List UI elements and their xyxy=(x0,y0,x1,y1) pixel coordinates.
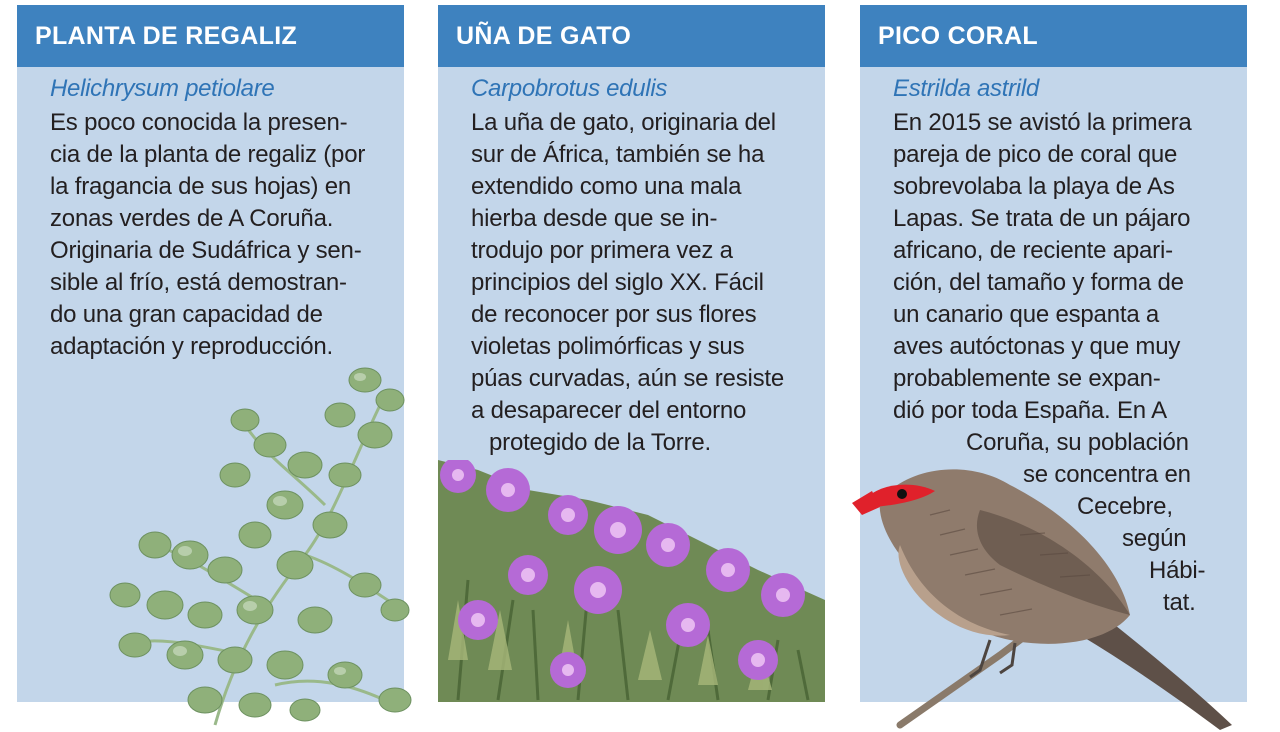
text-line: do una gran capacidad de xyxy=(50,301,323,328)
scientific-name: Carpobrotus edulis xyxy=(471,75,668,102)
text-line: cia de la planta de regaliz (por xyxy=(50,141,366,168)
text-line: sur de África, también se ha xyxy=(471,141,765,168)
card-title: UÑA DE GATO xyxy=(438,5,825,67)
text-line: según xyxy=(1122,525,1187,552)
text-line: dió por toda España. En A xyxy=(893,397,1167,424)
text-line: Cecebre, xyxy=(1077,493,1173,520)
text-line: La uña de gato, originaria del xyxy=(471,109,776,136)
text-line: probablemente se expan- xyxy=(893,365,1161,392)
scientific-name: Estrilda astrild xyxy=(893,75,1039,102)
text-line: Lapas. Se trata de un pájaro xyxy=(893,205,1191,232)
text-line: aves autóctonas y que muy xyxy=(893,333,1181,360)
text-line: trodujo por primera vez a xyxy=(471,237,733,264)
text-line: protegido de la Torre. xyxy=(489,429,711,456)
text-line: Hábi- xyxy=(1149,557,1206,584)
text-line: Originaria de Sudáfrica y sen- xyxy=(50,237,362,264)
text-line: africano, de reciente apari- xyxy=(893,237,1173,264)
waxbill-bird-illustration xyxy=(840,455,1240,732)
text-line: hierba desde que se in- xyxy=(471,205,718,232)
card-title: PLANTA DE REGALIZ xyxy=(17,5,404,67)
text-line: tat. xyxy=(1163,589,1196,616)
card-body xyxy=(471,107,784,459)
text-line: de reconocer por sus flores xyxy=(471,301,757,328)
text-line: En 2015 se avistó la primera xyxy=(893,109,1192,136)
text-line: extendido como una mala xyxy=(471,173,742,200)
text-line: violetas polimórficas y sus xyxy=(471,333,745,360)
carpobrotus-flowers-illustration xyxy=(438,460,825,702)
text-line: a desaparecer del entorno xyxy=(471,397,747,424)
scientific-name: Helichrysum petiolare xyxy=(50,75,275,102)
text-line: púas curvadas, aún se resiste xyxy=(471,365,785,392)
text-line: principios del siglo XX. Fácil xyxy=(471,269,764,296)
text-line: se concentra en xyxy=(1023,461,1191,488)
text-line: sobrevolaba la playa de As xyxy=(893,173,1175,200)
text-line: un canario que espanta a xyxy=(893,301,1160,328)
text-line: ción, del tamaño y forma de xyxy=(893,269,1184,296)
text-line: Es poco conocida la presen- xyxy=(50,109,348,136)
card-una-de-gato xyxy=(438,5,825,702)
text-line: pareja de pico de coral que xyxy=(893,141,1178,168)
card-title: PICO CORAL xyxy=(860,5,1247,67)
text-line: zonas verdes de A Coruña. xyxy=(50,205,334,232)
text-line: adaptación y reproducción. xyxy=(50,333,333,360)
text-line: sible al frío, está demostran- xyxy=(50,269,347,296)
text-line: la fragancia de sus hojas) en xyxy=(50,173,352,200)
card-body xyxy=(50,107,365,363)
helichrysum-plant-illustration xyxy=(95,355,430,732)
text-line: Coruña, su población xyxy=(966,429,1189,456)
